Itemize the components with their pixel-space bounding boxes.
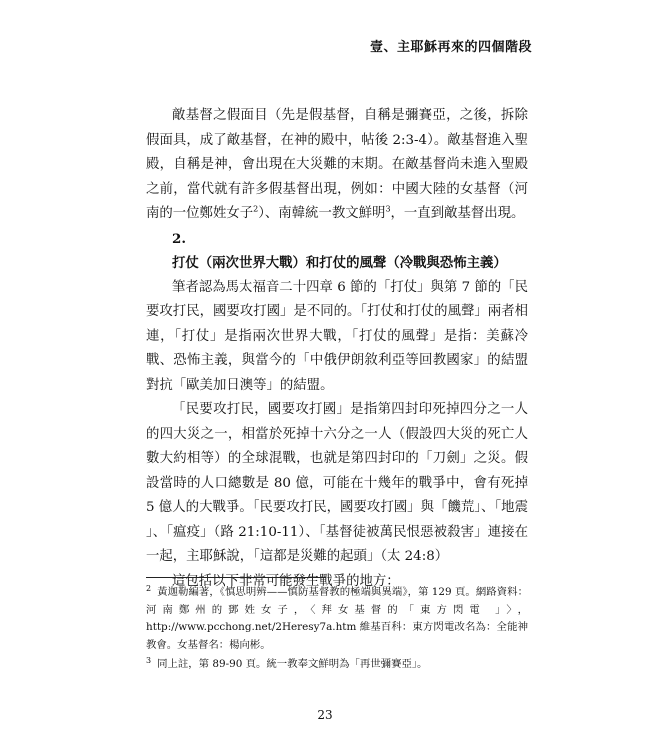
section-heading (146, 227, 528, 276)
footnote-3 (146, 656, 528, 674)
paragraph-1-text-a: 敵基督之假面目（先是假基督，自稱是彌賽亞，之後，拆除假面具，成了敵基督，在神的殿中，帖後 2:3-4）。敵基督進入聖殿，自稱是神，會出現在大災難的末期。在敵基督尚未進入聖殿之前，當代就有許多假基督出現，例如：中國大陸的女基督（河南的一位鄭姓女子 (146, 108, 528, 221)
footnote-divider (146, 577, 326, 578)
running-header: 壹、主耶穌再來的四個階段 (369, 40, 532, 55)
footnote-ref-2[interactable]: 2 (253, 204, 259, 214)
section-number: 2. (172, 230, 186, 247)
footnotes (146, 584, 528, 676)
footnote-text: 同上註，第 89-90 頁。統一教奉文鮮明為「再世彌賽亞」。 (157, 658, 428, 670)
paragraph-1-text-b: ）、南韓統一教文鮮明 (258, 206, 386, 221)
paragraph-2: 筆者認為馬太福音二十四章 6 節的「打仗」與第 7 節的「民要攻打民，國要攻打國」是不同的。「打仗和打仗的風聲」兩者相連，「打仗」是指兩次世界大戰，「打仗的風聲」是指：美蘇冷戰、恐怖主義，與當今的「中俄伊朗敘利亞等回教國家」的結盟對抗「歐美加日澳等」的結盟。 (146, 279, 528, 393)
body-text (146, 104, 528, 594)
paragraph-4: 這包括以下非常可能發生戰爭的地方： (172, 573, 400, 589)
footnote-text: 黃迦勒編著，《慎思明辨——慎防基督教的極端與異端》，第 129 頁。網路資料：河南鄭州的鄧姓女子，〈拜女基督的「東方閃電 」〉，http://www.pcchong.net/2Heresy7a.htm 維基百科：東方閃電改名為：全能神教會。女基督名：楊向彬。 (146, 586, 528, 651)
footnote-ref-3[interactable]: 3 (385, 204, 391, 214)
footnote-mark: 2 (146, 583, 152, 593)
paragraph-1-text-c: ，一直到敵基督出現。 (390, 206, 525, 221)
footnote-mark: 3 (146, 655, 152, 665)
paragraph-3: 「民要攻打民，國要攻打國」是指第四封印死掉四分之一人的四大災之一，相當於死掉十六分之一人（假設四大災的死亡人數大約相等）的全球混戰，也就是第四封印的「刀劍」之災。假設當時的人口總數是 80 億，可能在十幾年的戰爭中，會有死掉 5 億人的大戰爭。「民要攻打民，國要攻打國」與「饑荒」、「地震 」、「瘟疫」（路 21:10-11）、「基督徒被萬民恨惡被殺害」連接在一起，主耶穌說，「這都是災難的起頭」（太 24:8） (146, 402, 528, 564)
paragraph-1 (146, 104, 528, 227)
page-number: 23 (317, 708, 333, 722)
section-title: 打仗（兩次世界大戰）和打仗的風聲（冷戰與恐怖主義） (172, 255, 507, 271)
footnote-2 (146, 584, 528, 654)
